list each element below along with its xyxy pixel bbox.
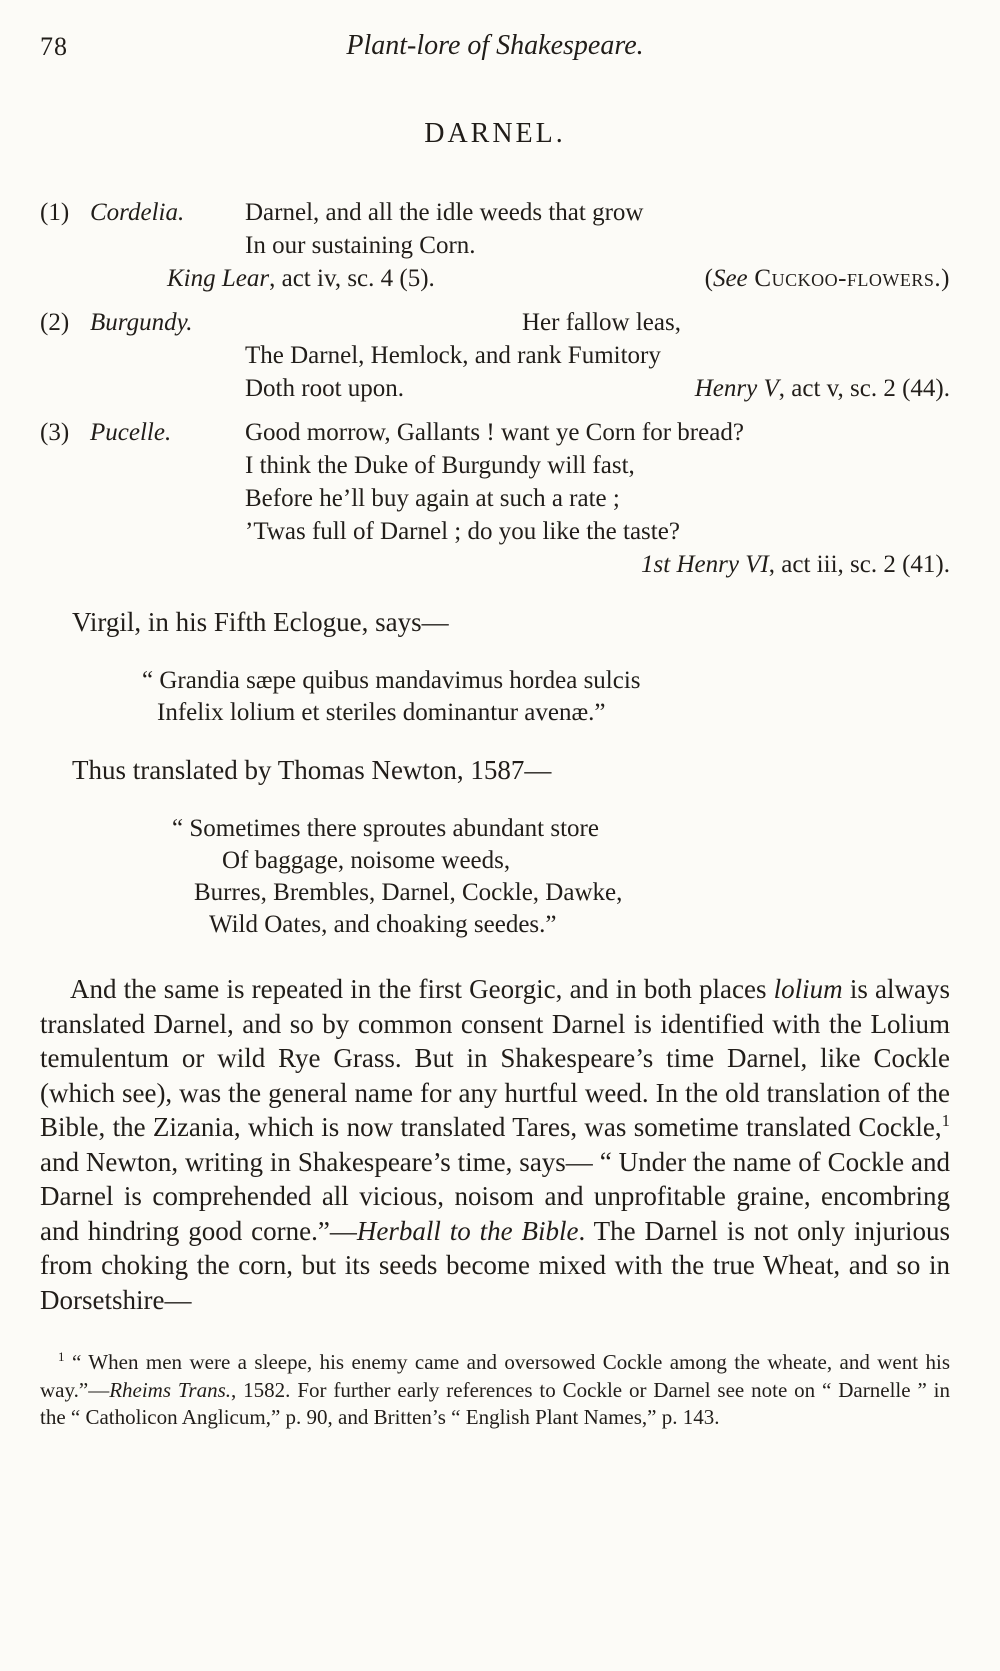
chapter-heading: DARNEL. xyxy=(424,118,566,149)
see-word: See xyxy=(712,265,748,292)
quote-line: In our sustaining Corn. xyxy=(245,232,476,259)
page-header xyxy=(40,30,950,70)
work-title: Herball to the Bible xyxy=(356,1215,579,1246)
paragraph-text: . The Darnel is not only injurious from choking the corn, but its seeds become mixed with the true Wheat, and so in Dorsetshire— xyxy=(40,1215,951,1315)
footnote-reference: 1 xyxy=(941,1111,950,1130)
quote-line: ’Twas full of Darnel ; do you like the taste? xyxy=(245,518,680,545)
quote-body xyxy=(245,196,950,262)
quote-speaker: Pucelle. xyxy=(90,419,172,446)
footnote-text: , 1582. For further early references to Cockle or Darnel see note on “ Darnelle ” in the “ Catholicon Anglicum,” p. 90, and Britten’s “ English Plant Names,” p. 143. xyxy=(40,1377,950,1429)
work-title: 1st Henry VI xyxy=(641,551,769,578)
quote-entry-1 xyxy=(40,196,950,295)
latin-verse xyxy=(142,665,950,729)
quote-number: (3) xyxy=(40,419,70,446)
newton-verse xyxy=(172,813,950,941)
quote-line: Before he’ll buy again at such a rate ; xyxy=(245,485,620,512)
quote-line: The Darnel, Hemlock, and rank Fumitory xyxy=(245,342,661,369)
citation-detail: , act iv, sc. 4 (5). xyxy=(269,265,435,292)
quote-entry-3 xyxy=(40,416,950,581)
citation-text xyxy=(641,551,950,578)
verse-line: “ Grandia sæpe quibus mandavimus hordea sulcis xyxy=(142,667,641,694)
quote-line-with-citation xyxy=(245,372,950,405)
verse-line: Infelix lolium et steriles dominantur avenæ.” xyxy=(157,699,606,726)
running-title: Plant-lore of Shakespeare. xyxy=(346,30,644,61)
verse-line: Wild Oates, and choaking seedes.” xyxy=(209,911,557,938)
quote-entry-2 xyxy=(40,306,950,405)
verse-line: “ Sometimes there sproutes abundant store xyxy=(172,815,599,842)
quote-body xyxy=(245,416,950,548)
quote-attribution xyxy=(40,548,950,581)
quote-speaker: Burgundy. xyxy=(90,309,193,336)
paragraph-text: and Newton, writing in Shakespeare’s time, says— “ Under the name of Cockle and Darnel is comprehended all vicious, noisom and unprofitable graine, encombring and hindring good corne.”— xyxy=(40,1146,950,1246)
work-title: Henry V xyxy=(694,375,779,402)
citation-detail: , act v, sc. 2 (44). xyxy=(778,375,950,402)
latin-term: lolium xyxy=(773,974,843,1004)
quote-line: Doth root upon. xyxy=(245,375,405,402)
cross-reference-target: Cuckoo-flowers.) xyxy=(747,265,950,292)
paragraph-text: is always translated Darnel, and so by common consent Darnel is identified with the Lolium temulentum or wild Rye Grass. But in Shakespeare’s time Darnel, like Cockle (which see), was the general name for any hurtful weed. In the old translation of the Bible, the Zizania, which is now translated Tares, was sometime translated Cockle, xyxy=(40,974,950,1142)
quotation-list xyxy=(40,196,950,581)
page-number: 78 xyxy=(40,32,68,61)
work-title: King Lear xyxy=(167,265,270,292)
virgil-intro-paragraph: Virgil, in his Fifth Eclogue, says— xyxy=(72,607,449,637)
paragraph-text: And the same is repeated in the first Georgic, and in both places xyxy=(70,974,774,1004)
citation-detail: , act iii, sc. 2 (41). xyxy=(768,551,950,578)
quote-attribution xyxy=(167,262,950,295)
footnote-marker: 1 xyxy=(58,1349,65,1364)
verse-line: Burres, Brembles, Darnel, Cockle, Dawke, xyxy=(194,879,623,906)
cross-reference xyxy=(705,262,950,295)
quote-line: Good morrow, Gallants ! want ye Corn for bread? xyxy=(245,419,744,446)
footnote xyxy=(40,1349,950,1432)
main-paragraph xyxy=(40,972,950,1317)
citation-text xyxy=(167,262,435,295)
quote-line: I think the Duke of Burgundy will fast, xyxy=(245,452,635,479)
quote-number: (2) xyxy=(40,309,70,336)
footnote-text: “ When men were a sleepe, his enemy came and oversowed Cockle among the wheate, and went his way.”— xyxy=(40,1350,950,1402)
quote-body xyxy=(245,306,950,405)
quote-line: Her fallow leas, xyxy=(522,309,681,336)
newton-intro-paragraph: Thus translated by Thomas Newton, 1587— xyxy=(72,755,552,785)
quote-line: Darnel, and all the idle weeds that grow xyxy=(245,199,644,226)
verse-line: Of baggage, noisome weeds, xyxy=(222,847,511,874)
quote-speaker: Cordelia. xyxy=(90,199,185,226)
quote-number: (1) xyxy=(40,199,70,226)
paren: ( xyxy=(704,265,713,292)
work-title: Rheims Trans. xyxy=(109,1377,232,1402)
citation-text xyxy=(695,372,950,405)
